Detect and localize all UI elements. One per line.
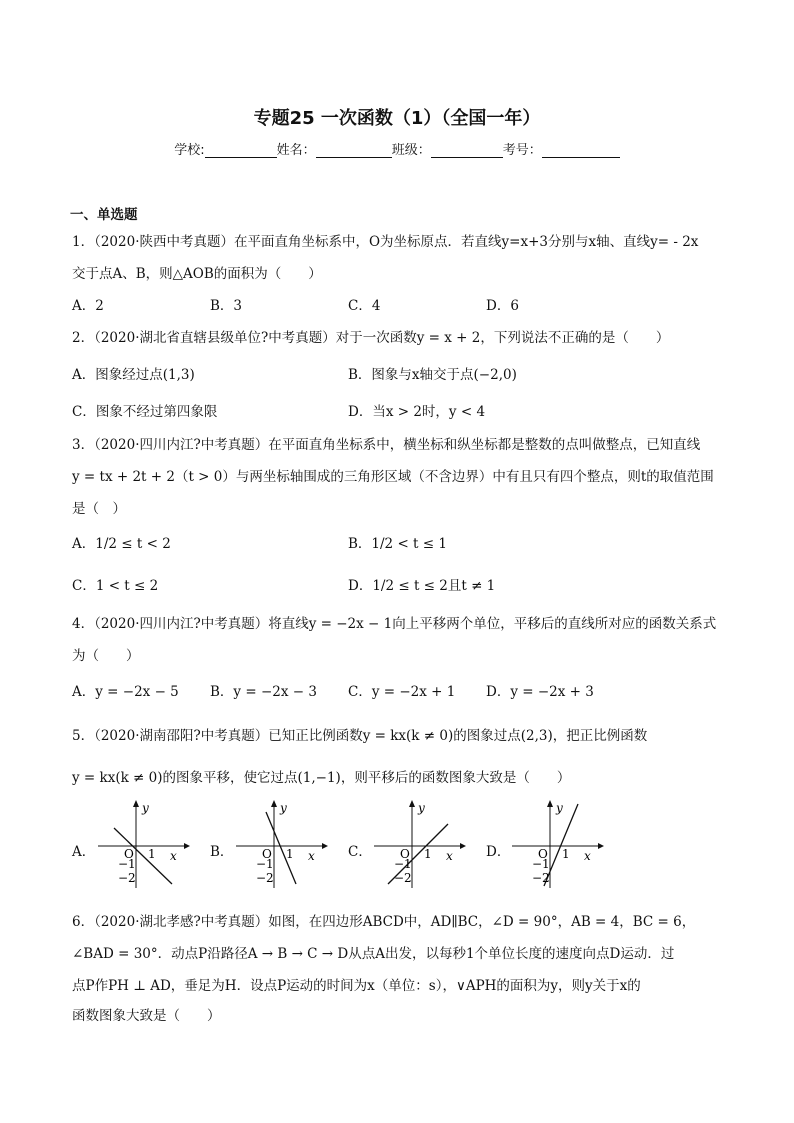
name-blank[interactable] — [316, 144, 392, 158]
x-arrow-icon — [322, 843, 328, 849]
school-label: 学校: — [174, 143, 205, 158]
tick-label-neg2: −2 — [118, 871, 136, 885]
q2-option-c[interactable]: C．图象不经过第四象限 — [72, 404, 218, 420]
tick-label-neg1: −1 — [532, 857, 550, 871]
x-label: x — [446, 849, 453, 863]
q5-graph-d[interactable] — [510, 798, 606, 890]
x-label: x — [308, 849, 315, 863]
y-arrow-icon — [547, 800, 553, 807]
tick-label-1: 1 — [286, 847, 294, 861]
tick-label-neg2: −2 — [532, 871, 550, 885]
x-arrow-icon — [598, 843, 604, 849]
q2-line-1: 2．（2020·湖北省直辖县级单位?中考真题）对于一次函数y = x + 2，下列说法不正确的是（ ） — [72, 330, 670, 346]
tick-label-neg2: −2 — [394, 871, 412, 885]
student-info-line — [0, 139, 794, 158]
page-title: 专题25 一次函数（1）（全国一年） — [253, 108, 541, 129]
q2-option-a[interactable]: A．图象经过点(1,3) — [72, 367, 195, 383]
q5-option-b[interactable]: B． — [210, 844, 234, 860]
q5-option-d[interactable]: D． — [486, 844, 511, 860]
q3-option-d[interactable]: D．1/2 ≤ t ≤ 2且t ≠ 1 — [348, 578, 496, 594]
q5-graph-b[interactable] — [234, 798, 330, 890]
tick-label-neg2: −2 — [256, 871, 274, 885]
q4-option-d[interactable]: D．y = −2x + 3 — [486, 684, 594, 700]
origin-label: O — [124, 847, 134, 861]
x-label: x — [584, 849, 591, 863]
tick-label-neg1: −1 — [256, 857, 274, 871]
q6-line-2: ∠BAD = 30°．动点P沿路径A → B → C → D从点A出发，以每秒1个单位长度的速度向点D运动．过 — [72, 946, 675, 962]
q3-option-a[interactable]: A．1/2 ≤ t < 2 — [72, 536, 171, 552]
q4-line-2: 为（ ） — [72, 648, 140, 664]
origin-label: O — [538, 847, 548, 861]
q3-option-c[interactable]: C．1 < t ≤ 2 — [72, 578, 159, 594]
q3-line-1: 3．（2020·四川内江?中考真题）在平面直角坐标系中，横坐标和纵坐标都是整数的点叫做整点，已知直线 — [72, 437, 701, 453]
q5-option-a[interactable]: A． — [72, 844, 96, 860]
tick-label-1: 1 — [424, 847, 432, 861]
q3-option-b[interactable]: B．1/2 < t ≤ 1 — [348, 536, 447, 552]
tick-label-1: 1 — [562, 847, 570, 861]
q6-line-3: 点P作PH ⊥ AD，垂足为H．设点P运动的时间为x（单位：s），∨APH的面积为y，则y关于x的 — [72, 978, 641, 994]
q3-line-2: y = tx + 2t + 2（t > 0）与两坐标轴围成的三角形区域（不含边界）中有且只有四个整点，则t的取值范围 — [72, 469, 714, 485]
x-arrow-icon — [184, 843, 190, 849]
q3-line-3: 是（ ） — [72, 501, 126, 517]
q6-line-1: 6．（2020·湖北孝感?中考真题）如图，在四边形ABCD中，AD∥BC，∠D = 90°，AB = 4，BC = 6， — [72, 914, 696, 930]
tick-label-neg1: −1 — [118, 857, 136, 871]
name-label: 姓名： — [276, 143, 316, 158]
q4-option-a[interactable]: A．y = −2x − 5 — [72, 684, 179, 700]
y-label: y — [556, 801, 563, 815]
class-blank[interactable] — [431, 144, 503, 158]
class-label: 班级： — [391, 143, 431, 158]
q4-option-c[interactable]: C．y = −2x + 1 — [348, 684, 456, 700]
school-blank[interactable] — [205, 144, 277, 158]
y-arrow-icon — [271, 800, 277, 807]
q1-option-c[interactable]: C．4 — [348, 298, 381, 314]
y-label: y — [142, 801, 149, 815]
q6-line-4: 函数图象大致是（ ） — [72, 1008, 221, 1024]
y-label: y — [418, 801, 425, 815]
q1-option-a[interactable]: A．2 — [72, 298, 104, 314]
origin-label: O — [400, 847, 410, 861]
q1-option-b[interactable]: B．3 — [210, 298, 243, 314]
x-arrow-icon — [460, 843, 466, 849]
y-arrow-icon — [409, 800, 415, 807]
q4-option-b[interactable]: B．y = −2x − 3 — [210, 684, 317, 700]
q1-line-2: 交于点A、B，则△AOB的面积为（ ） — [72, 266, 322, 282]
q1-line-1: 1．（2020·陕西中考真题）在平面直角坐标系中，O为坐标原点．若直线y=x+3分别与x轴、直线y= - 2x — [72, 234, 699, 250]
section-heading: 一、单选题 — [70, 207, 138, 223]
y-label: y — [280, 801, 287, 815]
tick-label-neg1: −1 — [394, 857, 412, 871]
number-blank[interactable] — [542, 144, 620, 158]
q2-option-d[interactable]: D．当x > 2时，y < 4 — [348, 404, 486, 420]
x-label: x — [170, 849, 177, 863]
q4-line-1: 4．（2020·四川内江?中考真题）将直线y = −2x − 1向上平移两个单位，平移后的直线所对应的函数关系式 — [72, 616, 717, 632]
y-arrow-icon — [133, 800, 139, 807]
q5-graph-a[interactable] — [96, 798, 192, 890]
origin-label: O — [262, 847, 272, 861]
tick-label-1: 1 — [148, 847, 156, 861]
number-label: 考号： — [502, 143, 542, 158]
q1-option-d[interactable]: D．6 — [486, 298, 519, 314]
q5-line-1: 5．（2020·湖南邵阳?中考真题）已知正比例函数y = kx(k ≠ 0)的图象过点(2,3)，把正比例函数 — [72, 728, 648, 744]
q5-option-c[interactable]: C． — [348, 844, 372, 860]
q2-option-b[interactable]: B．图象与x轴交于点(−2,0) — [348, 367, 517, 383]
q5-graph-c[interactable] — [372, 798, 468, 890]
q5-line-2: y = kx(k ≠ 0)的图象平移，使它过点(1,−1)，则平移后的函数图象大致是（ ） — [72, 770, 571, 786]
